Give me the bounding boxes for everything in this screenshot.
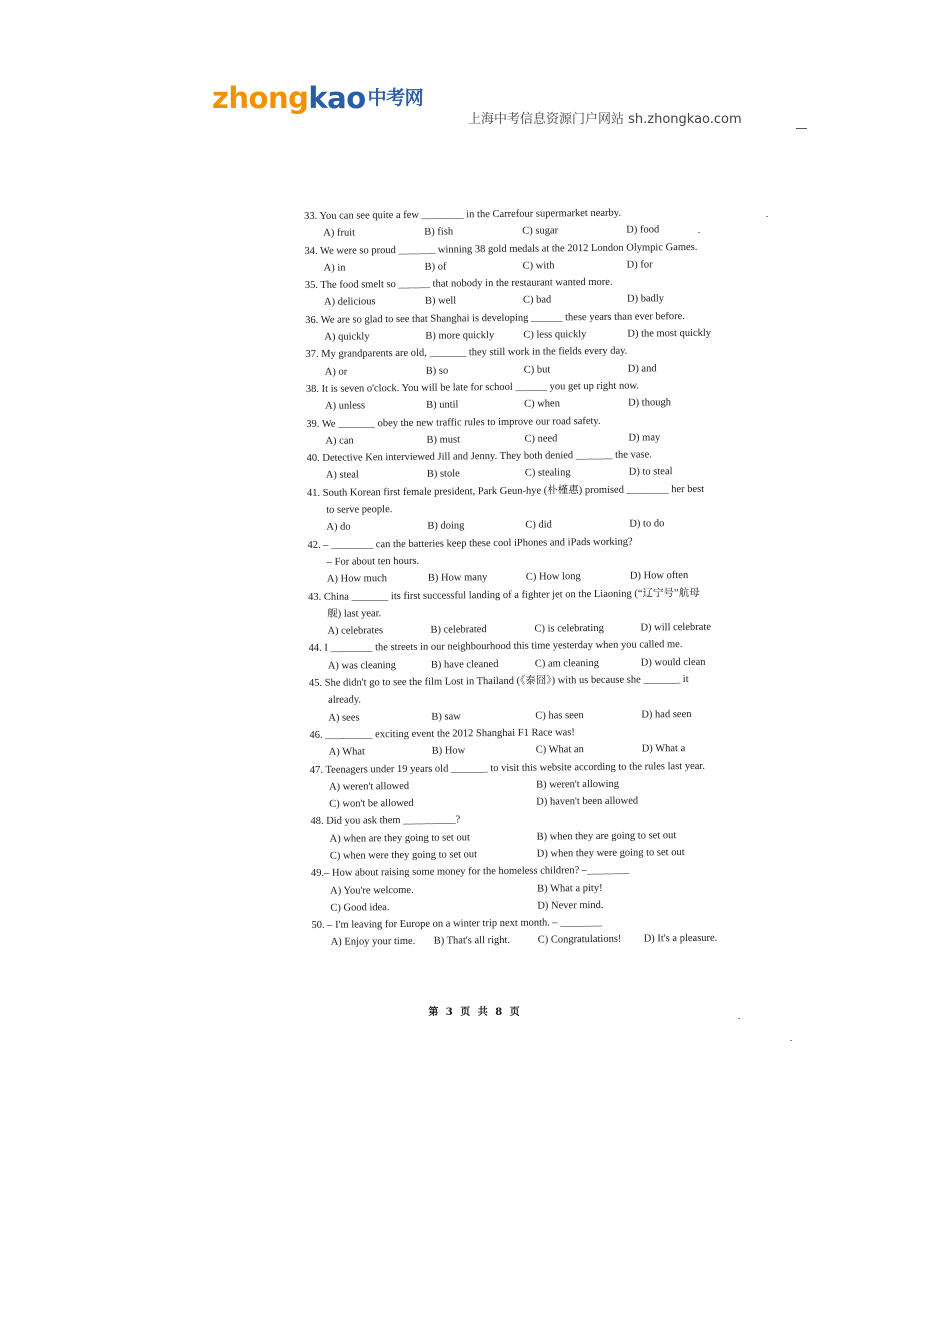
option-d: D) when they were going to set out <box>536 847 685 860</box>
option-b: B) must <box>426 434 461 446</box>
option-b: B) doing <box>427 520 465 533</box>
scan-speck <box>738 1018 740 1019</box>
option-d: D) Never mind. <box>537 899 604 912</box>
option-a: A) steal <box>325 469 359 482</box>
option-b: B) so <box>425 365 449 377</box>
option-d: D) What a <box>641 743 686 755</box>
question-stem: 36. We are so glad to see that Shanghai is developing ______ these years than ever before. <box>305 310 685 326</box>
question-35 <box>305 272 761 311</box>
question-stem-continued: to serve people. <box>326 504 393 516</box>
option-d: D) badly <box>626 293 665 306</box>
question-stem: 42. – ________ can the batteries keep these cool iPhones and iPads working? <box>307 536 633 551</box>
question-stem: 35. The food smelt so ______ that nobody in the restaurant wanted more. <box>304 276 613 292</box>
zhongkao-logo[interactable] <box>212 81 424 115</box>
option-c: C) stealing <box>524 467 571 480</box>
question-stem-continued: already. <box>328 694 362 707</box>
question-list <box>304 203 768 952</box>
option-b: B) when they are going to set out <box>536 829 677 843</box>
logo-text-cn: 中考网 <box>367 87 424 109</box>
option-b: B) of <box>424 261 447 273</box>
option-d: D) to steal <box>628 466 673 479</box>
option-b: B) fish <box>424 226 454 239</box>
page-header <box>0 0 950 140</box>
option-d: D) for <box>626 259 653 271</box>
question-stem: 38. It is seven o'clock. You will be late for school ______ you get up right now. <box>305 380 640 395</box>
option-c: C) How long <box>525 571 581 583</box>
question-42 <box>307 532 764 589</box>
option-a: A) weren't allowed <box>329 780 410 793</box>
option-a: A) quickly <box>324 331 370 343</box>
option-b: B) celebrated <box>430 624 487 636</box>
logo-text-kao: kao <box>308 81 366 115</box>
option-a: A) when are they going to set out <box>329 831 470 845</box>
option-b: B) well <box>424 295 457 308</box>
scan-speck <box>790 1040 792 1041</box>
option-b: B) How many <box>427 572 488 584</box>
option-b: B) What a pity! <box>537 882 603 895</box>
option-b: B) until <box>426 399 459 411</box>
option-d: D) to do <box>629 518 665 530</box>
option-b: B) stole <box>426 468 460 481</box>
option-a: A) unless <box>325 400 366 413</box>
option-d: D) It's a pleasure. <box>643 933 718 945</box>
question-stem: 34. We were so proud _______ winning 38 gold medals at the 2012 London Olympic Games. <box>304 241 698 257</box>
option-d: D) food <box>626 224 660 236</box>
option-c: C) need <box>524 433 558 445</box>
question-47 <box>310 757 767 814</box>
option-a: A) delicious <box>323 296 376 309</box>
option-grid <box>310 774 766 813</box>
option-c: C) with <box>522 260 555 272</box>
question-stem: 41. South Korean first female president, Park Geun-hye (朴槿惠) promised ________ her best <box>306 483 705 499</box>
question-43 <box>308 584 765 641</box>
option-c: C) bad <box>522 294 552 307</box>
question-stem: 50. – I'm leaving for Europe on a winter trip next month. – ________ <box>311 917 603 932</box>
option-c: C) is celebrating <box>534 623 604 635</box>
option-b: B) That's all right. <box>433 935 511 948</box>
option-c: C) am cleaning <box>534 657 599 670</box>
question-stem: 47. Teenagers under 19 years old _______ to visit this website according to the rules last year. <box>309 760 705 776</box>
question-stem: 40. Detective Ken interviewed Jill and Jenny. They both denied _______ the vase. <box>306 449 652 465</box>
question-36 <box>305 307 761 346</box>
question-38 <box>306 376 762 415</box>
question-44 <box>309 636 765 675</box>
option-d: D) though <box>628 397 671 409</box>
question-34 <box>304 238 760 277</box>
option-b: B) weren't allowing <box>535 778 620 791</box>
page-number: 第 3 页 共 8 页 <box>428 1007 522 1018</box>
option-d: D) and <box>627 362 657 375</box>
dialogue-reply: – For about ten hours. <box>326 555 420 568</box>
option-c: C) when <box>524 398 561 410</box>
option-d: D) would clean <box>640 656 706 669</box>
option-grid <box>311 826 767 865</box>
option-d: D) How often <box>629 570 689 582</box>
question-stem: 37. My grandparents are old, _______ they still work in the fields every day. <box>305 345 628 361</box>
option-a: A) fruit <box>323 227 356 240</box>
question-50 <box>311 912 767 951</box>
question-stem-continued: 舰) last year. <box>327 608 382 620</box>
option-d: D) the most quickly <box>627 327 712 340</box>
option-c: C) but <box>523 364 551 376</box>
option-row <box>312 930 768 952</box>
header-divider <box>796 128 807 129</box>
option-a: A) or <box>324 366 348 378</box>
question-33 <box>304 203 760 242</box>
option-a: A) sees <box>328 712 360 724</box>
option-a: A) can <box>325 435 354 447</box>
question-stem: 46. _________ exciting event the 2012 Shanghai F1 Race was! <box>309 727 575 741</box>
question-39 <box>306 411 762 450</box>
option-c: C) sugar <box>522 225 559 238</box>
option-d: D) may <box>628 432 661 444</box>
option-d: D) had seen <box>641 708 692 721</box>
question-stem: 33. You can see quite a few ________ in the Carrefour supermarket nearby. <box>304 207 621 222</box>
question-46 <box>309 722 765 761</box>
option-c: C) Congratulations! <box>537 934 622 947</box>
option-c: C) won't be allowed <box>329 797 414 810</box>
question-41 <box>307 480 764 537</box>
site-description: 上海中考信息资源门户网站 sh.zhongkao.com <box>468 112 742 127</box>
question-stem: 49.– How about raising some money for the homeless children? –________ <box>310 864 630 880</box>
option-a: A) do <box>326 521 351 534</box>
option-c: C) What an <box>535 744 584 756</box>
option-c: C) has seen <box>535 709 584 722</box>
option-a: A) in <box>323 262 346 274</box>
option-d: D) haven't been allowed <box>536 795 639 808</box>
scan-speck <box>698 232 700 233</box>
question-37 <box>305 342 761 381</box>
option-c: C) Good idea. <box>330 902 390 914</box>
option-d: D) will celebrate <box>640 621 712 634</box>
option-b: B) How <box>431 745 466 757</box>
option-a: A) Enjoy your time. <box>330 936 416 949</box>
question-48 <box>310 809 767 866</box>
option-c: C) did <box>525 519 552 532</box>
question-40 <box>307 445 763 484</box>
option-a: A) celebrates <box>327 625 384 637</box>
scan-speck <box>766 216 768 217</box>
question-stem: 45. She didn't go to see the film Lost in Thailand (《泰囧》) with us because she _______ it <box>308 674 689 689</box>
option-c: C) less quickly <box>523 329 587 341</box>
question-stem: 43. China _______ its first successful landing of a fighter jet on the Liaoning (“辽宁号”航母 <box>308 587 700 603</box>
option-b: B) have cleaned <box>430 658 499 671</box>
question-stem: 48. Did you ask them __________? <box>310 814 461 828</box>
option-a: A) What <box>328 746 366 758</box>
logo-text-zhong: zhong <box>212 81 309 115</box>
option-a: A) How much <box>326 573 388 586</box>
option-grid <box>311 878 767 917</box>
question-45 <box>309 670 766 727</box>
question-stem: 44. I ________ the streets in our neighbourhood this time yesterday when you called me. <box>308 639 683 655</box>
question-49 <box>311 860 768 917</box>
question-stem: 39. We _______ obey the new traffic rules to improve our road safety. <box>306 415 601 430</box>
option-a: A) was cleaning <box>327 659 397 672</box>
option-b: B) saw <box>431 710 461 723</box>
option-a: A) You're welcome. <box>330 884 414 897</box>
option-b: B) more quickly <box>425 330 495 342</box>
option-c: C) when were they going to set out <box>329 849 478 862</box>
